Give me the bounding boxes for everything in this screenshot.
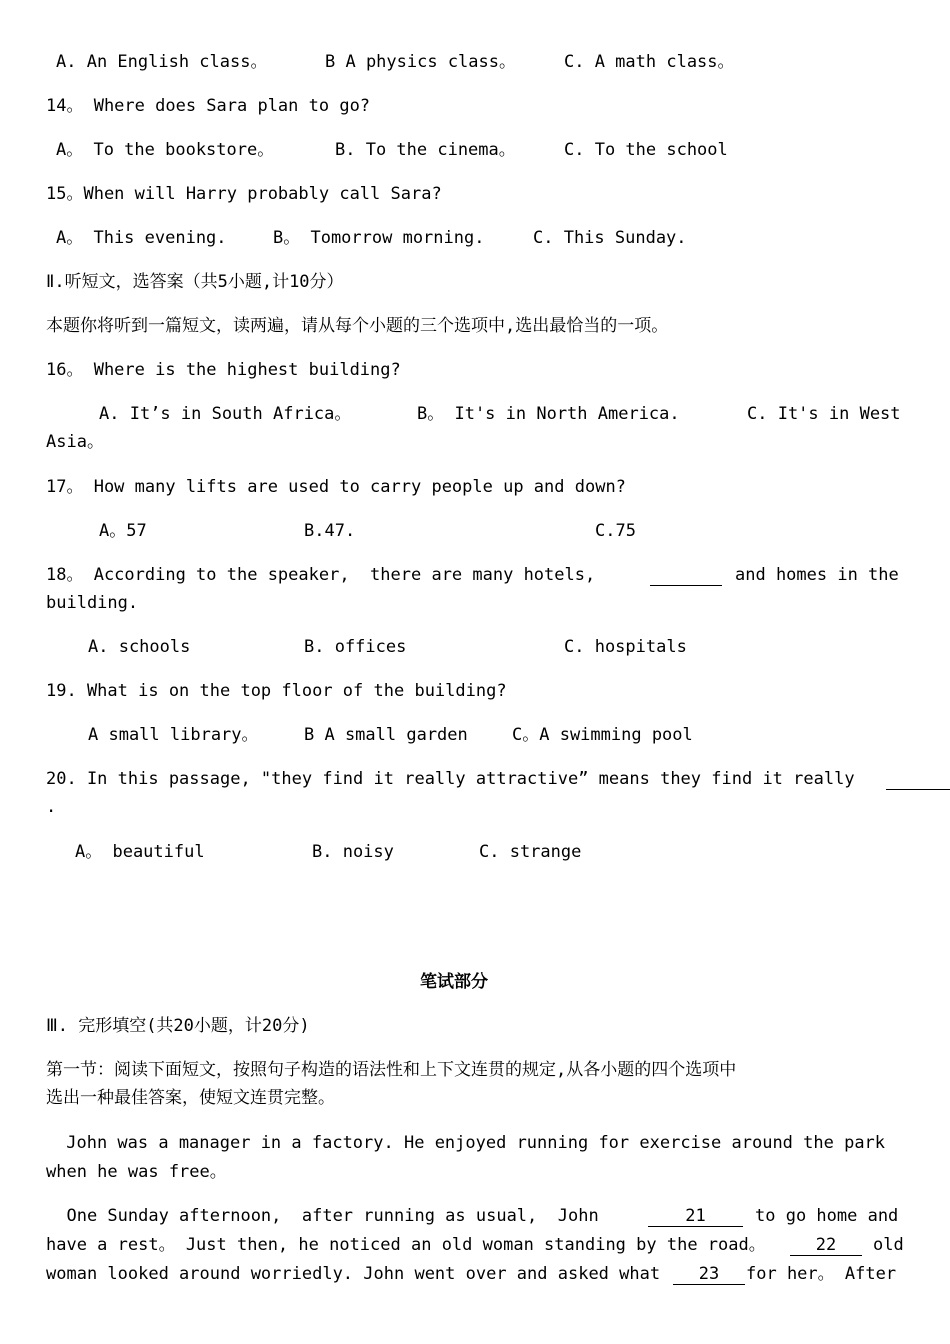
q17-option-a: A。57 (99, 521, 147, 541)
passage-p1-line2: when he was free。 (46, 1162, 227, 1182)
passage-p2-line3-end: for her。 After (746, 1264, 897, 1284)
q14-option-a: A。 To the bookstore。 (56, 140, 275, 160)
cloze-blank-22 (790, 1233, 862, 1257)
passage-p2-line2-end: old (873, 1235, 904, 1255)
q13-option-a: A. An English class。 (56, 52, 268, 72)
q16-option-c: C. It's in West (747, 404, 901, 424)
q20-option-b: B. noisy (312, 842, 394, 862)
cloze-blank-22-number: 22 (790, 1235, 862, 1256)
passage-p2-line1-end: to go home and (755, 1206, 899, 1226)
cloze-blank-21 (648, 1204, 743, 1228)
q20-answer-blank (886, 767, 950, 791)
q18-question-start: 18。 According to the speaker, there are many hotels, (46, 565, 596, 585)
q18-question-continued: building. (46, 593, 139, 613)
q18-option-c: C. hospitals (564, 637, 687, 657)
q17-question: 17。 How many lifts are used to carry people up and down? (46, 477, 626, 497)
q14-option-c: C. To the school (564, 140, 728, 160)
q14-option-b: B. To the cinema。 (335, 140, 516, 160)
section2-heading: Ⅱ.听短文，选答案（共5小题,计10分） (46, 272, 344, 292)
q15-option-c: C. This Sunday. (533, 228, 687, 248)
q15-option-a: A。 This evening. (56, 228, 227, 248)
passage-p2-line2-start: have a rest。 Just then, he noticed an old woman standing by the road。 (46, 1235, 766, 1255)
passage-p2-line3-start: woman looked around worriedly. John went over and asked what (46, 1264, 661, 1284)
q20-question-continued: . (46, 797, 57, 817)
section3-instruction-line1: 第一节：阅读下面短文，按照句子构造的语法性和上下文连贯的规定,从各小题的四个选项中 (46, 1060, 737, 1080)
q16-option-a: A. It’s in South Africa。 (99, 404, 352, 424)
q14-question: 14。 Where does Sara plan to go? (46, 96, 371, 116)
cloze-blank-23 (673, 1262, 745, 1286)
section3-instruction-line2: 选出一种最佳答案，使短文连贯完整。 (46, 1088, 335, 1108)
q13-option-b: B A physics class。 (325, 52, 516, 72)
q19-option-b: B A small garden (304, 725, 468, 745)
q17-option-c: C.75 (595, 521, 636, 541)
section2-instruction: 本题你将听到一篇短文，读两遍，请从每个小题的三个选项中,选出最恰当的一项。 (46, 316, 669, 336)
q18-answer-blank (650, 563, 722, 587)
written-part-title: 笔试部分 (420, 972, 488, 992)
q20-option-a: A。 beautiful (75, 842, 205, 862)
q19-question: 19. What is on the top floor of the building? (46, 681, 507, 701)
section3-heading: Ⅲ. 完形填空(共20小题，计20分) (46, 1016, 310, 1036)
q18-question-end: and homes in the (735, 565, 899, 585)
q16-question: 16。 Where is the highest building? (46, 360, 401, 380)
cloze-blank-21-number: 21 (648, 1206, 743, 1227)
cloze-blank-23-number: 23 (673, 1264, 745, 1285)
passage-p2-line1-start: One Sunday afternoon, after running as usual, John (46, 1206, 599, 1226)
q15-question: 15。When will Harry probably call Sara? (46, 184, 442, 204)
q19-option-c: C。A swimming pool (512, 725, 693, 745)
q15-option-b: B。 Tomorrow morning. (273, 228, 485, 248)
q20-question: 20. In this passage, "they find it really attractive” means they find it really (46, 769, 855, 789)
q17-option-b: B.47. (304, 521, 356, 541)
passage-p1-line1: John was a manager in a factory. He enjoyed running for exercise around the park (56, 1133, 886, 1153)
q20-option-c: C. strange (479, 842, 582, 862)
q18-option-a: A. schools (88, 637, 191, 657)
q16-option-b: B。 It's in North America. (417, 404, 680, 424)
q18-option-b: B. offices (304, 637, 407, 657)
q19-option-a: A small library。 (88, 725, 259, 745)
q16-option-c-continued: Asia。 (46, 432, 104, 452)
q13-option-c: C. A math class。 (564, 52, 735, 72)
